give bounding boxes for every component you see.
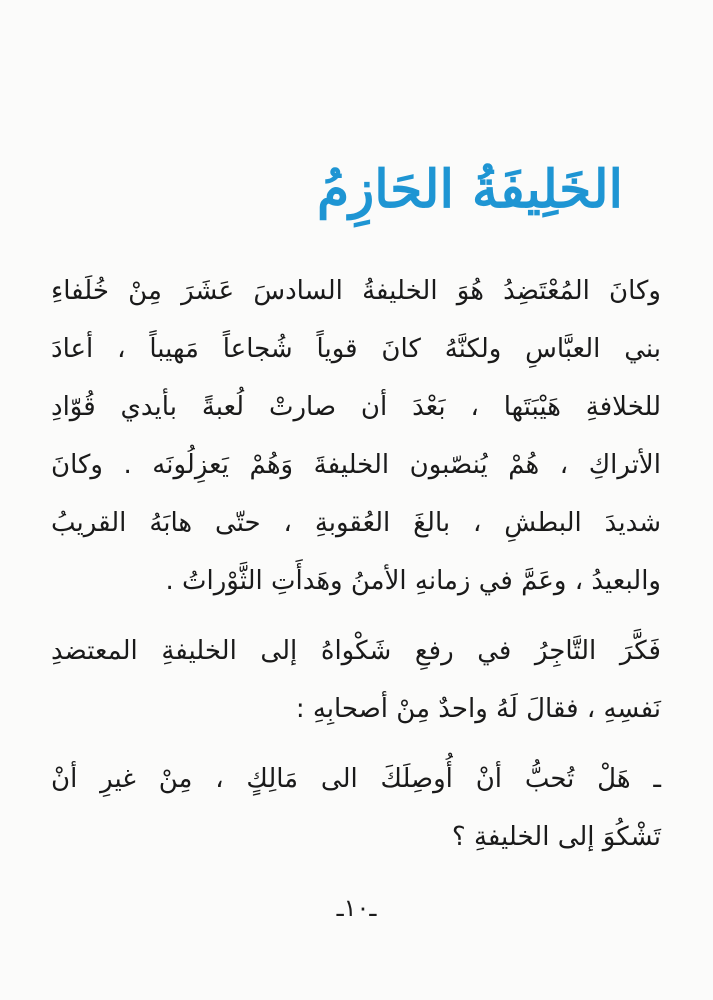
page-number: ـ١٠ـ bbox=[336, 894, 377, 922]
text-line: الأتراكِ ، هُمْ يُنصّبون الخليفةَ وَهُمْ يَعزِلُونَه . وكانَ bbox=[51, 450, 661, 480]
text-line: للخلافةِ هَيْبَتَها ، بَعْدَ أن صارتْ لُعبةً بأيدي قُوّادِ bbox=[51, 392, 661, 422]
text-line: تَشْكُوَ إلى الخليفةِ ؟ bbox=[451, 822, 661, 852]
text-line: والبعيدُ ، وعَمَّ في زمانهِ الأمنُ وهَدأَتِ الثَّوْراتُ . bbox=[165, 566, 661, 596]
text-line: شديدَ البطشِ ، بالغَ العُقوبةِ ، حتّى هابَهُ القريبُ bbox=[51, 508, 661, 538]
text-line: نَفسِهِ ، فقالَ لَهُ واحدٌ مِنْ أصحابِهِ : bbox=[295, 694, 661, 724]
paragraph-3 bbox=[51, 750, 661, 866]
text-line: فَكَّرَ التَّاجِرُ في رفعِ شَكْواهُ إلى الخليفةِ المعتضدِ bbox=[51, 636, 661, 666]
paragraph-2 bbox=[51, 622, 661, 738]
text-line: بني العبَّاسِ ولكنَّهُ كانَ قوياً شُجاعاً مَهيباً ، أعادَ bbox=[51, 334, 661, 364]
text-line: ـ هَلْ تُحبُّ أنْ أُوصِلَكَ الى مَالِكٍ ، مِنْ غيرِ أنْ bbox=[51, 764, 661, 794]
text-line: وكانَ المُعْتَضِدُ هُوَ الخليفةُ السادسَ عَشَرَ مِنْ خُلَفاءِ bbox=[51, 276, 661, 306]
page-title: الخَلِيفَةُ الحَازِمُ bbox=[316, 159, 623, 220]
paragraph-1 bbox=[51, 262, 661, 610]
